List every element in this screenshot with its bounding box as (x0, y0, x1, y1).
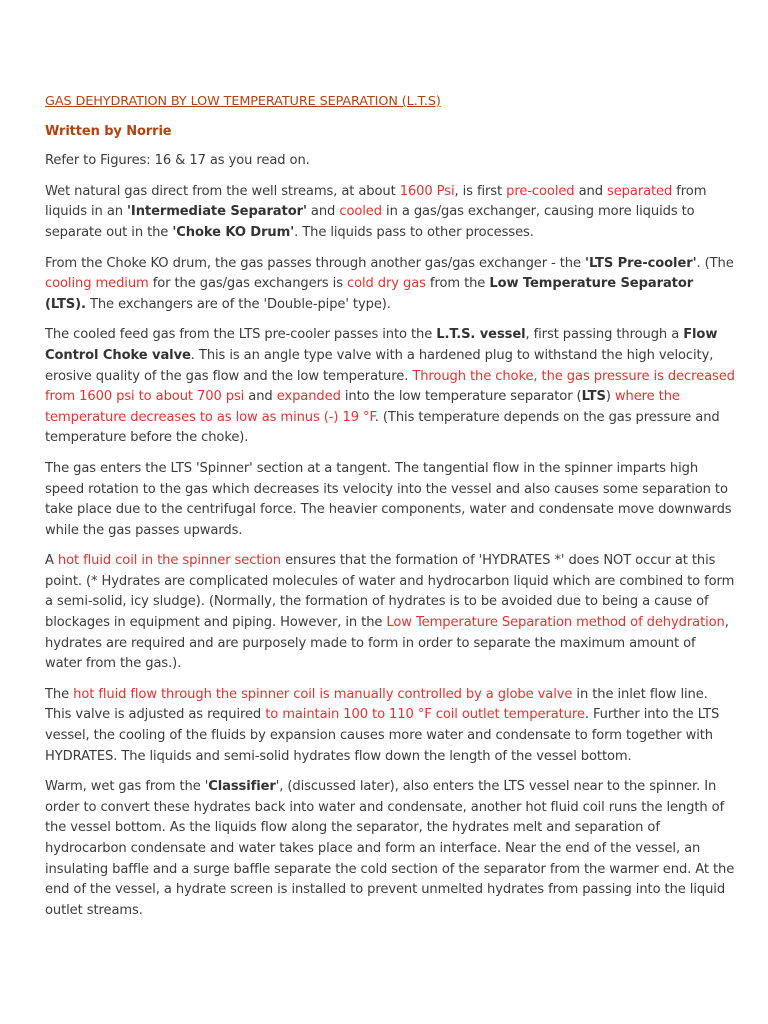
text-run: Wet natural gas direct from the well streams, at about (45, 183, 400, 199)
article (45, 92, 735, 931)
highlighted-text: cold dry gas (346, 276, 426, 292)
highlighted-text: where the temperature decreases to as low as minus (-) 19 °F (45, 389, 680, 425)
text-run: The (45, 686, 74, 702)
highlighted-text: 1600 Psi (399, 183, 455, 199)
text-run: for the gas/gas exchangers is (148, 276, 347, 292)
text-run: from the (425, 276, 490, 292)
bold-text: Classifier (208, 779, 276, 795)
article-byline: Written by Norrie (45, 123, 172, 139)
body-paragraph (45, 325, 735, 449)
text-run: , first passing through a (525, 327, 684, 343)
text-run: . (This temperature depends on the gas pressure and temperature before the choke). (45, 409, 720, 446)
text-run: Refer to Figures: 16 & 17 as you read on. (45, 153, 310, 169)
text-run: and (306, 204, 340, 220)
highlighted-text: Through the choke, the gas pressure is decreased from 1600 psi to about 700 psi (45, 368, 735, 405)
text-run: ', (discussed later), also enters the LTS vessel near to the spinner. In order to convert these hydrates back into water and condensate, another hot fluid coil runs the length of the vessel bottom. As the liquids flow along the separator, the hydrates melt and separation of hydrocarbon condensate and water takes place and form an interface. Near the end of the vessel, an insulating baffle and a surge baffle separate the cold section of the separator from the warmer end. At the end of the vessel, a hydrate screen is installed to prevent unmelted hydrates from passing into the liquid outlet streams. (45, 779, 735, 918)
article-body (45, 151, 735, 921)
body-paragraph (45, 685, 735, 767)
text-run: . The liquids pass to other processes. (294, 224, 534, 240)
bold-text: Low Temperature Separator (LTS). (45, 276, 694, 312)
body-paragraph (45, 777, 735, 921)
highlighted-text: to maintain 100 to 110 °F coil outlet temperature (265, 707, 585, 723)
text-run: The exchangers are of the 'Double-pipe' type). (85, 296, 391, 312)
bold-text: 'Intermediate Separator' (127, 204, 307, 220)
text-run: ) (605, 389, 615, 405)
highlighted-text: hot fluid flow through the spinner coil is manually controlled by a globe valve (73, 686, 573, 702)
text-run: The gas enters the LTS 'Spinner' section at a tangent. The tangential flow in the spinner imparts high speed rotation to the gas which decreases its velocity into the vessel and also causes some separation to take place due to the centrifugal force. The heavier components, water and condensate move downwards while the gas passes upwards. (45, 460, 732, 538)
bold-text: LTS (581, 389, 606, 405)
text-run: . Further into the LTS vessel, the cooling of the fluids by expansion causes more water and condensate to form together with HYDRATES. The liquids and semi-solid hydrates flow down the length of the vessel bottom. (45, 707, 720, 764)
highlighted-text: hot fluid coil in the spinner section (57, 553, 282, 569)
body-paragraph (45, 254, 735, 316)
text-run: A (45, 553, 58, 569)
text-run: From the Choke KO drum, the gas passes through another gas/gas exchanger - the (45, 255, 586, 271)
text-run: . (The (696, 255, 734, 271)
bold-text: Flow Control Choke valve (45, 327, 718, 363)
body-paragraph (45, 151, 735, 172)
highlighted-text: cooling medium (45, 276, 149, 292)
text-run: The cooled feed gas from the LTS pre-cooler passes into the (45, 327, 437, 343)
body-paragraph (45, 182, 735, 244)
text-run: , is first (454, 183, 507, 199)
body-paragraph (45, 551, 735, 675)
text-run: into the low temperature separator ( (340, 389, 582, 405)
body-paragraph (45, 459, 735, 541)
text-run: . This is an angle type valve with a hardened plug to withstand the high velocity, erosive quality of the gas flow and the low temperature. (45, 347, 714, 384)
text-run: , hydrates are required and are purposely made to form in order to separate the maximum amount of water from the gas.). (45, 615, 729, 672)
text-run: in the inlet flow line. This valve is adjusted as required (45, 686, 708, 723)
highlighted-text: pre-cooled (506, 183, 575, 199)
text-run: and (574, 183, 607, 199)
highlighted-text: separated (607, 183, 673, 199)
bold-text: L.T.S. vessel (436, 327, 526, 343)
highlighted-text: Low Temperature Separation method of dehydration (386, 615, 725, 631)
bold-text: 'LTS Pre-cooler' (585, 255, 697, 271)
bold-text: 'Choke KO Drum' (172, 224, 295, 240)
text-run: from liquids in an (45, 183, 707, 220)
text-run: ensures that the formation of 'HYDRATES *' does NOT occur at this point. (* Hydrates are complicated molecules of water and hydrocarbon liquid which are combined to form a semi-solid, icy sludge). (Normally, the formation of hydrates is to be avoided due to being a cause of blockages in equipment and piping. However, in the (45, 553, 735, 631)
highlighted-text: expanded (276, 389, 341, 405)
text-run: in a gas/gas exchanger, causing more liquids to separate out in the (45, 204, 695, 240)
text-run: and (244, 389, 277, 405)
text-run: Warm, wet gas from the ' (45, 779, 209, 795)
article-title[interactable]: GAS DEHYDRATION BY LOW TEMPERATURE SEPARATION (L.T.S) (45, 94, 441, 109)
highlighted-text: cooled (339, 204, 382, 220)
